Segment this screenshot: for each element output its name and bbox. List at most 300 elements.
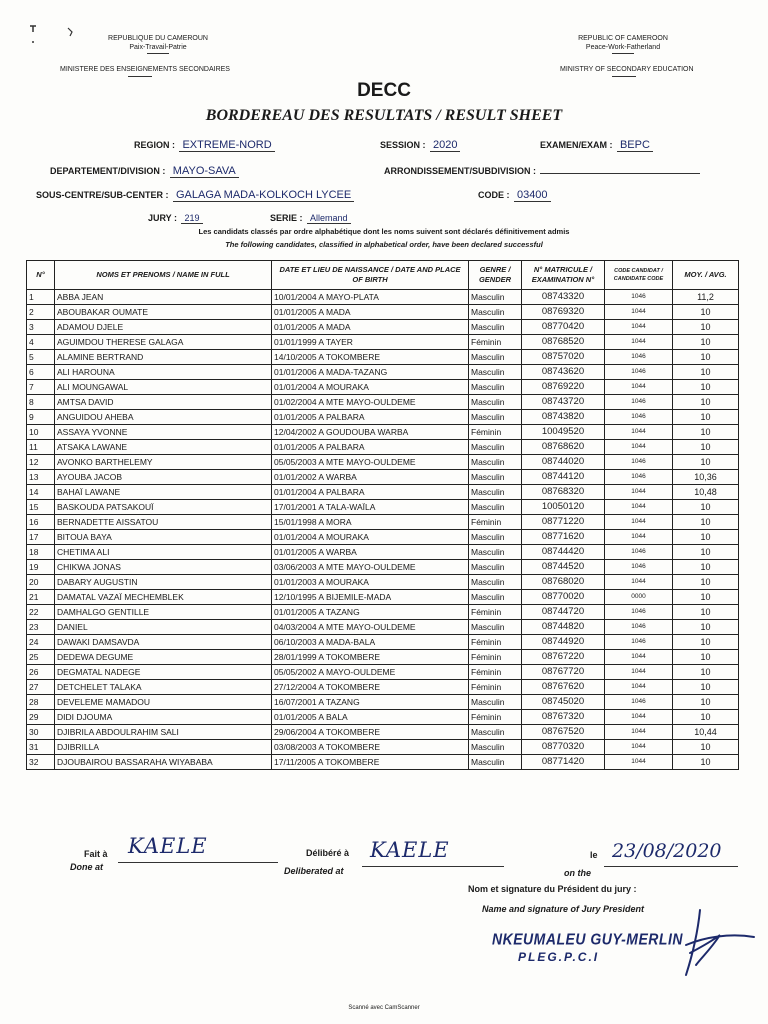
subdivision-label: ARRONDISSEMENT/SUBDIVISION :: [384, 166, 537, 176]
session-field: [380, 135, 460, 153]
table-row: [27, 695, 739, 710]
birth-date-place-cell: 01/01/2006 A MADA-TAZANG: [272, 365, 469, 380]
subcenter-value: GALAGA MADA-KOLKOCH LYCEE: [173, 189, 354, 202]
candidate-name-cell: DAWAKI DAMSAVDA: [55, 635, 272, 650]
date-label: le: [590, 850, 598, 860]
header-right-ministry: MINISTRY OF SECONDARY EDUCATION: [560, 66, 694, 73]
president-label-en: Name and signature of Jury President: [482, 904, 645, 914]
table-body: [27, 290, 739, 770]
average-cell: 10: [673, 755, 739, 770]
birth-date-place-cell: 01/01/2005 A BALA: [272, 710, 469, 725]
department-label: DEPARTEMENT/DIVISION :: [50, 166, 166, 176]
gender-cell: Féminin: [469, 710, 522, 725]
matricule-cell: 08744920: [522, 635, 605, 650]
scanner-footer: Scanné avec CamScanner: [348, 1005, 420, 1011]
matricule-cell: 08744820: [522, 620, 605, 635]
row-number-cell: 1: [27, 290, 55, 305]
table-row: [27, 440, 739, 455]
average-cell: 10,48: [673, 485, 739, 500]
on-label: on the: [564, 868, 591, 878]
row-number-cell: 2: [27, 305, 55, 320]
average-cell: 10: [673, 500, 739, 515]
average-cell: 10: [673, 350, 739, 365]
birth-date-place-cell: 03/06/2003 A MTE MAYO-OULDEME: [272, 560, 469, 575]
header-birth: DATE ET LIEU DE NAISSANCE / DATE AND PLACE OF BIRTH: [272, 261, 469, 290]
average-cell: 10: [673, 650, 739, 665]
candidate-code-cell: 1044: [605, 335, 673, 350]
average-cell: 10: [673, 620, 739, 635]
region-value: EXTREME-NORD: [179, 139, 274, 152]
candidate-code-cell: 1044: [605, 530, 673, 545]
row-number-cell: 8: [27, 395, 55, 410]
candidate-name-cell: ALI MOUNGAWAL: [55, 380, 272, 395]
gender-cell: Féminin: [469, 650, 522, 665]
row-number-cell: 28: [27, 695, 55, 710]
code-label: CODE :: [478, 190, 510, 200]
average-cell: 10: [673, 605, 739, 620]
birth-date-place-cell: 14/10/2005 A TOKOMBERE: [272, 350, 469, 365]
corner-marks: [26, 22, 86, 52]
date-handwritten: 23/08/2020: [612, 840, 722, 862]
gender-cell: Féminin: [469, 425, 522, 440]
candidate-code-cell: 1044: [605, 740, 673, 755]
matricule-cell: 08771220: [522, 515, 605, 530]
gender-cell: Masculin: [469, 530, 522, 545]
serie-field: [270, 208, 351, 226]
matricule-cell: 08771420: [522, 755, 605, 770]
table-row: [27, 725, 739, 740]
matricule-cell: 10050120: [522, 500, 605, 515]
birth-date-place-cell: 01/01/2005 A WARBA: [272, 545, 469, 560]
matricule-cell: 08744420: [522, 545, 605, 560]
delibere-line: [362, 866, 504, 867]
average-cell: 10: [673, 320, 739, 335]
birth-date-place-cell: 01/01/2005 A PALBARA: [272, 410, 469, 425]
average-cell: 10: [673, 740, 739, 755]
birth-date-place-cell: 12/04/2002 A GOUDOUBA WARBA: [272, 425, 469, 440]
average-cell: 10: [673, 440, 739, 455]
header-matricule: N° MATRICULE / EXAMINATION N°: [522, 261, 605, 290]
birth-date-place-cell: 06/10/2003 A MADA-BALA: [272, 635, 469, 650]
divider: [612, 76, 636, 77]
table-row: [27, 410, 739, 425]
gender-cell: Masculin: [469, 725, 522, 740]
fait-line: [118, 862, 278, 863]
jury-value: 219: [181, 213, 202, 224]
candidate-name-cell: AVONKO BARTHELEMY: [55, 455, 272, 470]
president-signature: [650, 905, 760, 980]
row-number-cell: 26: [27, 665, 55, 680]
candidate-name-cell: DANIEL: [55, 620, 272, 635]
birth-date-place-cell: 17/11/2005 A TOKOMBERE: [272, 755, 469, 770]
birth-date-place-cell: 01/01/2005 A TAZANG: [272, 605, 469, 620]
row-number-cell: 21: [27, 590, 55, 605]
candidate-code-cell: 1044: [605, 500, 673, 515]
header-left-ministry: MINISTERE DES ENSEIGNEMENTS SECONDAIRES: [60, 66, 230, 73]
matricule-cell: 08767720: [522, 665, 605, 680]
table-row: [27, 605, 739, 620]
gender-cell: Masculin: [469, 305, 522, 320]
matricule-cell: 08744720: [522, 605, 605, 620]
header-avg: MOY. / AVG.: [673, 261, 739, 290]
matricule-cell: 08770420: [522, 320, 605, 335]
row-number-cell: 14: [27, 485, 55, 500]
matricule-cell: 08743620: [522, 365, 605, 380]
row-number-cell: 19: [27, 560, 55, 575]
candidate-code-cell: 1044: [605, 725, 673, 740]
birth-date-place-cell: 01/01/2005 A PALBARA: [272, 440, 469, 455]
table-row: [27, 740, 739, 755]
candidate-code-cell: 1044: [605, 380, 673, 395]
row-number-cell: 25: [27, 650, 55, 665]
row-number-cell: 9: [27, 410, 55, 425]
row-number-cell: 7: [27, 380, 55, 395]
candidate-code-cell: 1044: [605, 755, 673, 770]
fait-place-handwritten: KAELE: [128, 834, 208, 858]
average-cell: 10: [673, 365, 739, 380]
serie-value: Allemand: [307, 213, 351, 224]
row-number-cell: 11: [27, 440, 55, 455]
done-label: Done at: [70, 862, 104, 872]
table-row: [27, 665, 739, 680]
birth-date-place-cell: 10/01/2004 A MAYO-PLATA: [272, 290, 469, 305]
row-number-cell: 12: [27, 455, 55, 470]
birth-date-place-cell: 01/01/2002 A WARBA: [272, 470, 469, 485]
gender-cell: Féminin: [469, 665, 522, 680]
row-number-cell: 6: [27, 365, 55, 380]
candidate-code-cell: 1044: [605, 305, 673, 320]
gender-cell: Masculin: [469, 350, 522, 365]
birth-date-place-cell: 01/01/2004 A MOURAKA: [272, 380, 469, 395]
header-num: N°: [27, 261, 55, 290]
candidate-code-cell: 1046: [605, 470, 673, 485]
candidate-name-cell: ATSAKA LAWANE: [55, 440, 272, 455]
matricule-cell: 08743820: [522, 410, 605, 425]
matricule-cell: 08744520: [522, 560, 605, 575]
average-cell: 10: [673, 335, 739, 350]
matricule-cell: 08771620: [522, 530, 605, 545]
matricule-cell: 08770020: [522, 590, 605, 605]
candidate-code-cell: 1044: [605, 515, 673, 530]
fait-label-text: Fait à: [84, 849, 108, 859]
candidate-code-cell: 1044: [605, 485, 673, 500]
table-row: [27, 755, 739, 770]
candidate-name-cell: ADAMOU DJELE: [55, 320, 272, 335]
average-cell: 10,36: [673, 470, 739, 485]
exam-value: BEPC: [617, 139, 653, 152]
subdivision-field: [384, 161, 700, 179]
candidate-code-cell: 1046: [605, 290, 673, 305]
average-cell: 10: [673, 695, 739, 710]
gender-cell: Masculin: [469, 440, 522, 455]
row-number-cell: 23: [27, 620, 55, 635]
table-row: [27, 365, 739, 380]
table-row: [27, 515, 739, 530]
candidate-code-cell: 1044: [605, 575, 673, 590]
page-title: DECC: [357, 80, 411, 101]
row-number-cell: 4: [27, 335, 55, 350]
gender-cell: Masculin: [469, 575, 522, 590]
table-row: [27, 590, 739, 605]
candidate-code-cell: 1044: [605, 710, 673, 725]
birth-date-place-cell: 01/02/2004 A MTE MAYO-OULDEME: [272, 395, 469, 410]
row-number-cell: 13: [27, 470, 55, 485]
divider: [612, 53, 634, 54]
candidate-name-cell: DAMATAL VAZAÏ MECHEMBLEK: [55, 590, 272, 605]
average-cell: 10: [673, 425, 739, 440]
table-row: [27, 395, 739, 410]
average-cell: 10: [673, 590, 739, 605]
candidate-code-cell: 1046: [605, 410, 673, 425]
matricule-cell: 08769320: [522, 305, 605, 320]
candidate-code-cell: 1044: [605, 425, 673, 440]
president-title: PLEG.P.C.I: [518, 950, 600, 964]
table-row: [27, 710, 739, 725]
header-gender: GENRE / GENDER: [469, 261, 522, 290]
candidate-code-cell: 1044: [605, 665, 673, 680]
region-label: REGION :: [134, 140, 176, 150]
region-field: [134, 135, 275, 153]
birth-date-place-cell: 05/05/2002 A MAYO-OULDEME: [272, 665, 469, 680]
matricule-cell: 08743320: [522, 290, 605, 305]
candidate-code-cell: 1046: [605, 605, 673, 620]
average-cell: 10: [673, 515, 739, 530]
candidate-name-cell: ALI HAROUNA: [55, 365, 272, 380]
row-number-cell: 17: [27, 530, 55, 545]
birth-date-place-cell: 01/01/2003 A MOURAKA: [272, 575, 469, 590]
department-field: [50, 161, 239, 179]
candidate-name-cell: ABOUBAKAR OUMATE: [55, 305, 272, 320]
candidate-code-cell: 1046: [605, 545, 673, 560]
header-left-country: REPUBLIQUE DU CAMEROUN: [108, 35, 208, 42]
gender-cell: Masculin: [469, 485, 522, 500]
average-cell: 10: [673, 680, 739, 695]
matricule-cell: 08769220: [522, 380, 605, 395]
candidate-name-cell: ALAMINE BERTRAND: [55, 350, 272, 365]
delibere-place-handwritten: KAELE: [370, 838, 450, 862]
candidate-name-cell: DIDI DJOUMA: [55, 710, 272, 725]
row-number-cell: 16: [27, 515, 55, 530]
candidate-code-cell: 1044: [605, 320, 673, 335]
candidate-name-cell: ABBA JEAN: [55, 290, 272, 305]
row-number-cell: 3: [27, 320, 55, 335]
table-row: [27, 650, 739, 665]
matricule-cell: 08744120: [522, 470, 605, 485]
session-value: 2020: [430, 139, 460, 152]
average-cell: 10,44: [673, 725, 739, 740]
matricule-cell: 08767520: [522, 725, 605, 740]
average-cell: 10: [673, 410, 739, 425]
candidate-name-cell: AMTSA DAVID: [55, 395, 272, 410]
table-row: [27, 380, 739, 395]
candidate-code-cell: 1044: [605, 680, 673, 695]
average-cell: 10: [673, 395, 739, 410]
average-cell: 10: [673, 560, 739, 575]
gender-cell: Féminin: [469, 605, 522, 620]
matricule-cell: 08767220: [522, 650, 605, 665]
candidate-name-cell: CHETIMA ALI: [55, 545, 272, 560]
candidate-name-cell: CHIKWA JONAS: [55, 560, 272, 575]
gender-cell: Féminin: [469, 680, 522, 695]
candidate-code-cell: 1044: [605, 650, 673, 665]
date-line: [604, 866, 738, 867]
candidate-code-cell: 1046: [605, 455, 673, 470]
matricule-cell: 08768520: [522, 335, 605, 350]
table-row: [27, 530, 739, 545]
matricule-cell: 08745020: [522, 695, 605, 710]
table-row: [27, 350, 739, 365]
birth-date-place-cell: 28/01/1999 A TOKOMBERE: [272, 650, 469, 665]
row-number-cell: 22: [27, 605, 55, 620]
gender-cell: Féminin: [469, 635, 522, 650]
table-row: [27, 470, 739, 485]
candidate-name-cell: DJOUBAIROU BASSARAHA WIYABABA: [55, 755, 272, 770]
row-number-cell: 15: [27, 500, 55, 515]
gender-cell: Masculin: [469, 380, 522, 395]
candidate-code-cell: 1046: [605, 635, 673, 650]
results-table: [26, 260, 739, 770]
table-row: [27, 545, 739, 560]
birth-date-place-cell: 15/01/1998 A MORA: [272, 515, 469, 530]
jury-label: JURY :: [148, 213, 178, 223]
row-number-cell: 27: [27, 680, 55, 695]
table-header-row: [27, 261, 739, 290]
row-number-cell: 32: [27, 755, 55, 770]
birth-date-place-cell: 01/01/2005 A MADA: [272, 320, 469, 335]
header-right-country: REPUBLIC OF CAMEROON: [578, 35, 668, 42]
gender-cell: Féminin: [469, 335, 522, 350]
table-row: [27, 335, 739, 350]
row-number-cell: 24: [27, 635, 55, 650]
matricule-cell: 08744020: [522, 455, 605, 470]
matricule-cell: 08743720: [522, 395, 605, 410]
candidate-name-cell: BAHAÏ LAWANE: [55, 485, 272, 500]
candidate-code-cell: 1046: [605, 620, 673, 635]
page-subtitle: BORDEREAU DES RESULTATS / RESULT SHEET: [205, 107, 563, 124]
birth-date-place-cell: 03/08/2003 A TOKOMBERE: [272, 740, 469, 755]
table-row: [27, 485, 739, 500]
candidate-name-cell: DEGMATAL NADEGE: [55, 665, 272, 680]
gender-cell: Masculin: [469, 395, 522, 410]
subdivision-blank: [540, 164, 700, 174]
matricule-cell: 08768620: [522, 440, 605, 455]
table-row: [27, 500, 739, 515]
gender-cell: Masculin: [469, 755, 522, 770]
table-row: [27, 635, 739, 650]
candidate-code-cell: 1046: [605, 350, 673, 365]
serie-label: SERIE :: [270, 213, 303, 223]
candidate-name-cell: AGUIMDOU THERESE GALAGA: [55, 335, 272, 350]
candidate-code-cell: 1046: [605, 365, 673, 380]
table-row: [27, 305, 739, 320]
gender-cell: Masculin: [469, 740, 522, 755]
notice-french: Les candidats classés par ordre alphabétique dont les noms suivent sont déclarés définitivement admis: [198, 227, 570, 236]
header-left: [88, 34, 228, 55]
candidate-code-cell: 1044: [605, 440, 673, 455]
candidate-name-cell: DJIBRILLA: [55, 740, 272, 755]
birth-date-place-cell: 01/01/2005 A MADA: [272, 305, 469, 320]
average-cell: 10: [673, 710, 739, 725]
average-cell: 10: [673, 530, 739, 545]
gender-cell: Masculin: [469, 365, 522, 380]
gender-cell: Masculin: [469, 320, 522, 335]
candidate-name-cell: BERNADETTE AISSATOU: [55, 515, 272, 530]
candidate-name-cell: DJIBRILA ABDOULRAHIM SALI: [55, 725, 272, 740]
candidate-name-cell: AYOUBA JACOB: [55, 470, 272, 485]
birth-date-place-cell: 29/06/2004 A TOKOMBERE: [272, 725, 469, 740]
birth-date-place-cell: 17/01/2001 A TALA-WAÏLA: [272, 500, 469, 515]
delibere-label: Délibéré à: [306, 848, 350, 858]
average-cell: 10: [673, 575, 739, 590]
table-row: [27, 620, 739, 635]
matricule-cell: 08768320: [522, 485, 605, 500]
gender-cell: Masculin: [469, 290, 522, 305]
average-cell: 10: [673, 545, 739, 560]
candidate-code-cell: 1046: [605, 395, 673, 410]
birth-date-place-cell: 04/03/2004 A MTE MAYO-OULDEME: [272, 620, 469, 635]
candidate-name-cell: DEDEWA DEGUME: [55, 650, 272, 665]
matricule-cell: 08767620: [522, 680, 605, 695]
session-label: SESSION :: [380, 140, 426, 150]
table-row: [27, 320, 739, 335]
exam-label: EXAMEN/EXAM :: [540, 140, 613, 150]
row-number-cell: 29: [27, 710, 55, 725]
row-number-cell: 18: [27, 545, 55, 560]
header-right-motto: Peace-Work-Fatherland: [585, 44, 661, 51]
candidate-code-cell: 1046: [605, 560, 673, 575]
average-cell: 10: [673, 380, 739, 395]
matricule-cell: 08767320: [522, 710, 605, 725]
birth-date-place-cell: 05/05/2003 A MTE MAYO-OULDEME: [272, 455, 469, 470]
notice-english: The following candidates, classified in alphabetical order, have been declared successful: [225, 240, 543, 249]
candidate-name-cell: DETCHELET TALAKA: [55, 680, 272, 695]
row-number-cell: 30: [27, 725, 55, 740]
table-row: [27, 290, 739, 305]
table-row: [27, 680, 739, 695]
candidate-name-cell: DABARY AUGUSTIN: [55, 575, 272, 590]
candidate-name-cell: BITOUA BAYA: [55, 530, 272, 545]
header-name: NOMS ET PRENOMS / NAME IN FULL: [55, 261, 272, 290]
row-number-cell: 5: [27, 350, 55, 365]
department-value: MAYO-SAVA: [170, 165, 239, 178]
gender-cell: Masculin: [469, 545, 522, 560]
gender-cell: Masculin: [469, 500, 522, 515]
header-candidate-code: CODE CANDIDAT / CANDIDATE CODE: [605, 261, 673, 290]
gender-cell: Masculin: [469, 410, 522, 425]
gender-cell: Masculin: [469, 620, 522, 635]
matricule-cell: 10049520: [522, 425, 605, 440]
divider: [147, 53, 169, 54]
candidate-name-cell: ANGUIDOU AHEBA: [55, 410, 272, 425]
gender-cell: Masculin: [469, 560, 522, 575]
table-row: [27, 560, 739, 575]
candidate-name-cell: DAMHALGO GENTILLE: [55, 605, 272, 620]
average-cell: 10: [673, 455, 739, 470]
average-cell: 11,2: [673, 290, 739, 305]
code-field: [478, 185, 551, 203]
birth-date-place-cell: 27/12/2004 A TOKOMBERE: [272, 680, 469, 695]
exam-field: [540, 135, 653, 153]
subcenter-field: [36, 185, 354, 203]
subcenter-label: SOUS-CENTRE/SUB-CENTER :: [36, 190, 169, 200]
birth-date-place-cell: 01/01/1999 A TAYER: [272, 335, 469, 350]
row-number-cell: 20: [27, 575, 55, 590]
header-right: [548, 34, 698, 55]
birth-date-place-cell: 01/01/2004 A MOURAKA: [272, 530, 469, 545]
matricule-cell: 08768020: [522, 575, 605, 590]
president-name: NKEUMALEU GUY-MERLIN: [492, 929, 683, 949]
table-row: [27, 455, 739, 470]
